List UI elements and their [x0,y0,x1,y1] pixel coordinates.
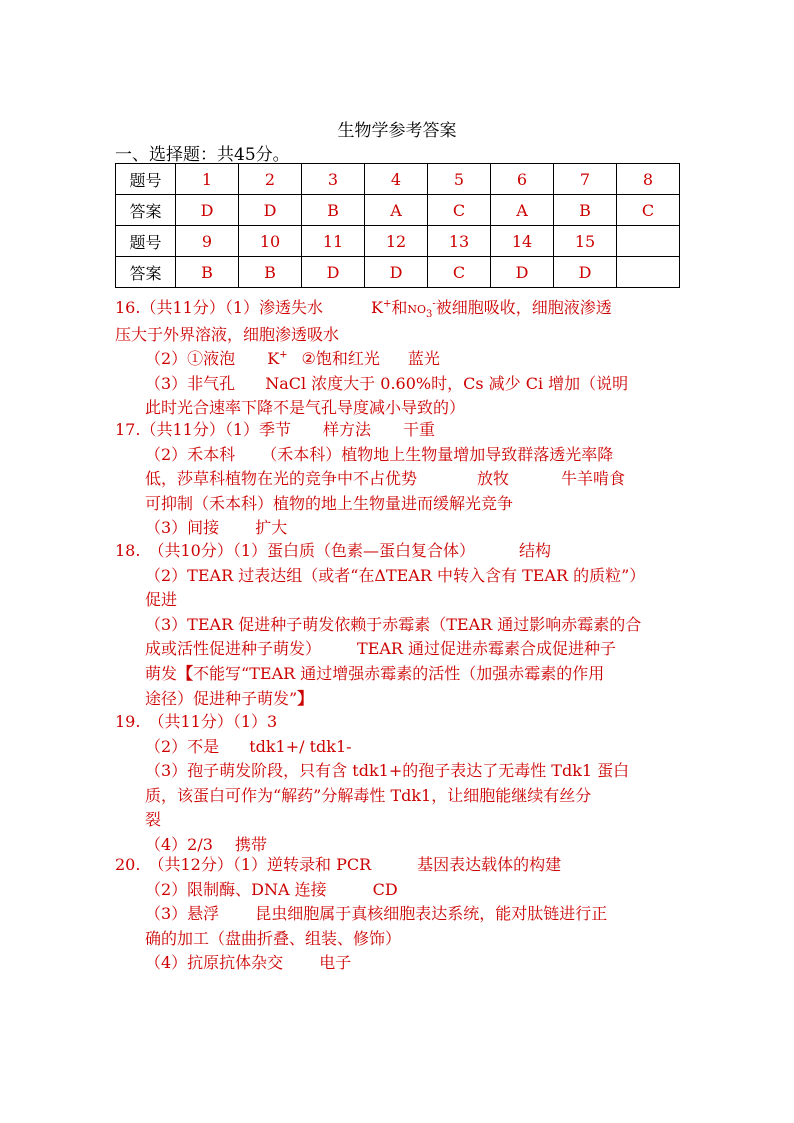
superscript: + [382,298,392,310]
question-points: （共11分） [140,298,225,317]
table-cell: 5 [428,164,491,195]
question-number: 18. [115,541,141,560]
answer-text: （4）抗原抗体杂交 [145,953,284,973]
row-label: 答案 [116,195,176,226]
note-bracket: 】 [297,688,314,708]
answer-text: tdk1+/ tdk1- [249,736,352,756]
answer-text: ②饱和红光 [301,349,380,369]
answer-19 [115,710,685,858]
answer-text: 不能写“TEAR 通过增强赤霉素的活性（加强赤霉素的作用 [193,663,605,683]
table-cell: B [554,195,617,226]
superscript: + [279,349,288,361]
answer-text: （3）间接 [145,518,220,538]
answer-text: 低，莎草科植物在光的竞争中不占优势 [145,469,418,489]
table-cell: 8 [617,164,680,195]
table-cell: 11 [302,226,365,257]
answer-line [115,467,685,492]
table-cell: 13 [428,226,491,257]
answer-text: 放牧 [477,469,510,489]
table-cell [617,226,680,257]
answer-text: 成或活性促进种子萌发） [145,639,322,659]
table-cell: 15 [554,226,617,257]
answer-text: （1）3 [232,712,278,731]
table-cell: D [365,257,428,288]
table-cell: A [491,195,554,226]
answer-line: 促进 [145,590,178,610]
answer-text: 被细胞吸收，细胞液渗透 [435,298,612,317]
table-cell: 10 [239,226,302,257]
table-row [116,164,680,195]
answer-line: （3）TEAR 促进种子萌发依赖于赤霉素（TEAR 通过影响赤霉素的合 [145,614,642,634]
table-cell: 4 [365,164,428,195]
answer-line: 此时光合速率下降不是气孔导度减小导致的） [145,398,466,418]
answer-text: 和 [391,298,408,317]
table-cell: 2 [239,164,302,195]
answer-20 [115,853,685,976]
table-row [116,195,680,226]
superscript: - [432,298,436,310]
answer-text: CD [372,879,398,899]
note-bracket: 【 [177,663,194,683]
question-number: 19. [115,712,141,731]
question-number: 16. [115,298,141,317]
answer-text: （1）蛋白质（色素—蛋白复合体） [232,541,476,560]
row-label: 答案 [116,257,176,288]
answer-line [115,443,685,468]
answer-text: 萌发 [145,663,178,683]
answer-line [115,539,685,564]
answer-line [115,516,685,541]
answer-text: （2）限制酶、DNA 连接 [145,879,327,899]
answer-line: （2）TEAR 过表达组（或者“在ΔTEAR 中转入含有 TEAR 的质粒”） [145,565,646,585]
answer-line [115,710,685,735]
answer-line [115,878,685,903]
section-heading: 一、选择题：共45分。 [115,145,290,165]
answer-text: （2）不是 [145,736,220,756]
answer-text: 蓝光 [407,349,440,369]
answer-line: 可抑制（禾本科）植物的地上生物量进而缓解光竞争 [145,493,514,513]
answer-line: 确的加工（盘曲折叠、组装、修饰） [145,928,402,948]
question-number: 20. [115,855,141,874]
table-cell: D [239,195,302,226]
answer-line [115,951,685,976]
answer-text: K [371,298,383,317]
table-cell: 1 [176,164,239,195]
answer-text: 电子 [319,953,352,973]
answer-text: 携带 [234,834,267,854]
answer-line [115,372,685,397]
page-title: 生物学参考答案 [337,121,457,141]
table-cell: C [428,195,491,226]
question-number: 17. [115,420,141,439]
answer-text: 途径）促进种子萌发” [145,688,298,708]
subscript: 3 [426,309,433,321]
answer-text: （4）2/3 [145,834,213,854]
answer-text: 样方法 [323,420,372,439]
answer-line [115,662,685,687]
answer-line [115,735,685,760]
table-row [116,257,680,288]
table-cell: D [176,195,239,226]
answer-line: （3）孢子萌发阶段，只有含 tdk1+的孢子表达了无毒性 Tdk1 蛋白 [145,761,630,781]
question-points: （共11分） [140,420,225,439]
question-points: （共12分） [148,855,233,874]
answer-text: TEAR 通过促进赤霉素合成促进种子 [357,639,617,659]
table-cell: 3 [302,164,365,195]
table-cell: C [428,257,491,288]
answer-line: 质，该蛋白可作为“解药”分解毒性 Tdk1，让细胞能继续有丝分 [145,785,592,805]
answer-line [115,687,685,712]
answer-text: K [267,349,280,369]
question-points: （共11分） [148,712,233,731]
answer-table [115,163,680,288]
answer-18 [115,539,685,711]
answer-text: 昆虫细胞属于真核细胞表达系统，能对肽链进行正 [255,904,608,924]
table-cell: B [176,257,239,288]
table-cell: 6 [491,164,554,195]
answer-text: （3）非气孔 [145,373,236,393]
row-label: 题号 [116,164,176,195]
answer-text: 基因表达载体的构建 [417,855,562,874]
answer-line: 裂 [145,810,162,830]
answer-line [115,347,685,372]
answer-text: 扩大 [255,518,288,538]
table-cell: 12 [365,226,428,257]
answer-17 [115,418,685,541]
answer-line [115,853,685,878]
answer-text: NaCl 浓度大于 0.60%时，Cs 减少 Ci 增加（说明 [265,373,629,393]
table-cell: D [302,257,365,288]
answer-16 [115,296,685,421]
row-label: 题号 [116,226,176,257]
answer-text: 结构 [519,541,552,560]
answer-line [115,418,685,443]
table-cell: 7 [554,164,617,195]
answer-text: （1）季节 [224,420,292,439]
table-cell: 14 [491,226,554,257]
question-points: （共10分） [148,541,233,560]
answer-text: NO [407,303,427,316]
table-cell: D [491,257,554,288]
answer-text: （1）渗透失水 [224,298,324,317]
table-cell: A [365,195,428,226]
answer-line [115,296,685,323]
answer-line [115,637,685,662]
answer-text: 牛羊啃食 [561,469,626,489]
table-cell [617,257,680,288]
answer-line: 压大于外界溶液，细胞渗透吸水 [115,324,340,344]
table-cell: B [239,257,302,288]
answer-text: （2）禾本科 [145,444,236,464]
table-cell: C [617,195,680,226]
answer-text: （1）逆转录和 PCR [232,855,372,874]
table-row [116,226,680,257]
table-cell: D [554,257,617,288]
answer-text: （2）①液泡 [145,349,236,369]
table-cell: B [302,195,365,226]
answer-text: （3）悬浮 [145,904,220,924]
answer-text: （禾本科）植物地上生物量增加导致群落透光率降 [261,444,614,464]
answer-line [115,902,685,927]
table-cell: 9 [176,226,239,257]
answer-text: 干重 [403,420,436,439]
